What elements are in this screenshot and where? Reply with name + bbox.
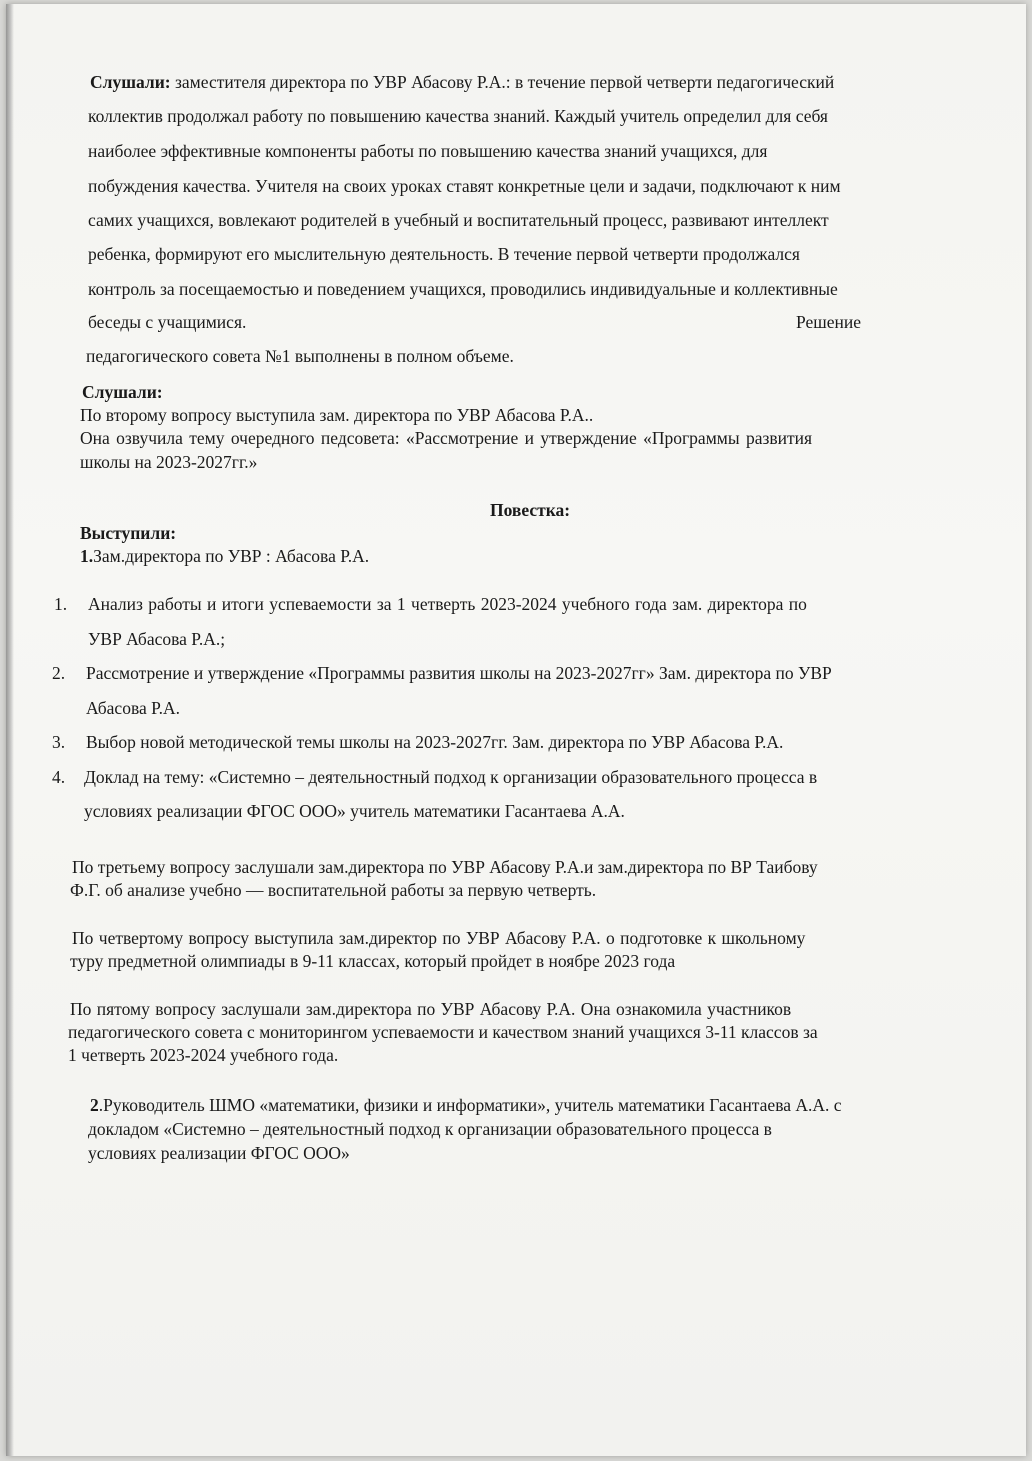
para1-line2: коллектив продолжал работу по повышению качества знаний. Каждый учитель определил для себя bbox=[88, 106, 828, 126]
q5-line1: По пятому вопросу заслушали зам.директора по УВР Абасову Р.А. Она ознакомила участников bbox=[70, 999, 792, 1019]
agenda-title: Повестка: bbox=[490, 500, 571, 520]
speaker2-line1: 2.Руководитель ШМО «математики, физики и информатики», учитель математики Гасантаева А.А. с bbox=[90, 1095, 842, 1115]
speaker2-line3: условиях реализации ФГОС ООО» bbox=[88, 1143, 350, 1163]
agenda-item-3-num: 3. bbox=[52, 732, 66, 752]
q3-line2: Ф.Г. об анализе учебно — воспитательной работы за первую четверть. bbox=[70, 880, 597, 900]
para1-label: Слушали: bbox=[90, 72, 171, 92]
agenda-item-3-line1: Выбор новой методической темы школы на 2023-2027гг. Зам. директора по УВР Абасова Р.А. bbox=[86, 732, 784, 752]
agenda-item-2-num: 2. bbox=[52, 663, 66, 683]
q5-line3: 1 четверть 2023-2024 учебного года. bbox=[68, 1045, 339, 1065]
para2-line1: По второму вопросу выступила зам. директора по УВР Абасова Р.А.. bbox=[80, 405, 594, 425]
agenda-item-4-line2: условиях реализации ФГОС ООО» учитель математики Гасантаева А.А. bbox=[84, 801, 625, 821]
q5-line2: педагогического совета с мониторингом успеваемости и качеством знаний учащихся 3-11 классов за bbox=[68, 1022, 818, 1042]
para1-line9: педагогического совета №1 выполнены в полном объеме. bbox=[86, 346, 514, 366]
para1-line5: самих учащихся, вовлекают родителей в учебный и воспитательный процесс, развивают интеллект bbox=[88, 210, 829, 230]
q4-line1: По четвертому вопросу выступила зам.директор по УВР Абасову Р.А. о подготовке к школьному bbox=[72, 928, 806, 948]
para2-line3: школы на 2023-2027гг.» bbox=[80, 452, 258, 472]
speakers-label: Выступили: bbox=[80, 523, 177, 543]
q3-line1: По третьему вопросу заслушали зам.директора по УВР Абасову Р.А.и зам.директора по ВР Таибову bbox=[72, 857, 818, 877]
q4-line2: туру предметной олимпиады в 9-11 классах, который пройдет в ноябре 2023 года bbox=[70, 951, 676, 971]
para1-line7: контроль за посещаемостью и поведением учащихся, проводились индивидуальные и коллективные bbox=[88, 279, 838, 299]
para1-line1: Слушали: заместителя директора по УВР Абасову Р.А.: в течение первой четверти педагогический bbox=[90, 72, 835, 92]
para1-line8b: Решение bbox=[796, 312, 862, 332]
para1-line4: побуждения качества. Учителя на своих уроках ставят конкретные цели и задачи, подключают к ним bbox=[88, 176, 841, 196]
para2-line2: Она озвучила тему очередного педсовета: «Рассмотрение и утверждение «Программы развития bbox=[80, 428, 813, 448]
speaker2-line2: докладом «Системно – деятельностный подход к организации образовательного процесса в bbox=[88, 1119, 772, 1139]
agenda-item-1-line2: УВР Абасова Р.А.; bbox=[88, 629, 226, 649]
agenda-item-2-line2: Абасова Р.А. bbox=[86, 698, 181, 718]
agenda-item-1-num: 1. bbox=[54, 594, 68, 614]
agenda-item-4-line1: Доклад на тему: «Системно – деятельностный подход к организации образовательного процесса в bbox=[84, 767, 818, 787]
para1-line6: ребенка, формируют его мыслительную деятельность. В течение первой четверти продолжался bbox=[88, 244, 800, 264]
agenda-item-4-num: 4. bbox=[52, 767, 66, 787]
para1-line3: наиболее эффективные компоненты работы по повышению качества знаний учащихся, для bbox=[88, 141, 768, 161]
speaker1-line: 1.Зам.директора по УВР : Абасова Р.А. bbox=[80, 546, 370, 566]
agenda-item-1-line1: Анализ работы и итоги успеваемости за 1 четверть 2023-2024 учебного года зам. директора по bbox=[88, 594, 807, 614]
para1-line8a: беседы с учащимися. bbox=[88, 312, 247, 332]
page-edge-shadow bbox=[6, 4, 14, 1456]
para2-label: Слушали: bbox=[82, 382, 163, 402]
agenda-item-2-line1: Рассмотрение и утверждение «Программы развития школы на 2023-2027гг» Зам. директора по УВР bbox=[86, 663, 832, 683]
